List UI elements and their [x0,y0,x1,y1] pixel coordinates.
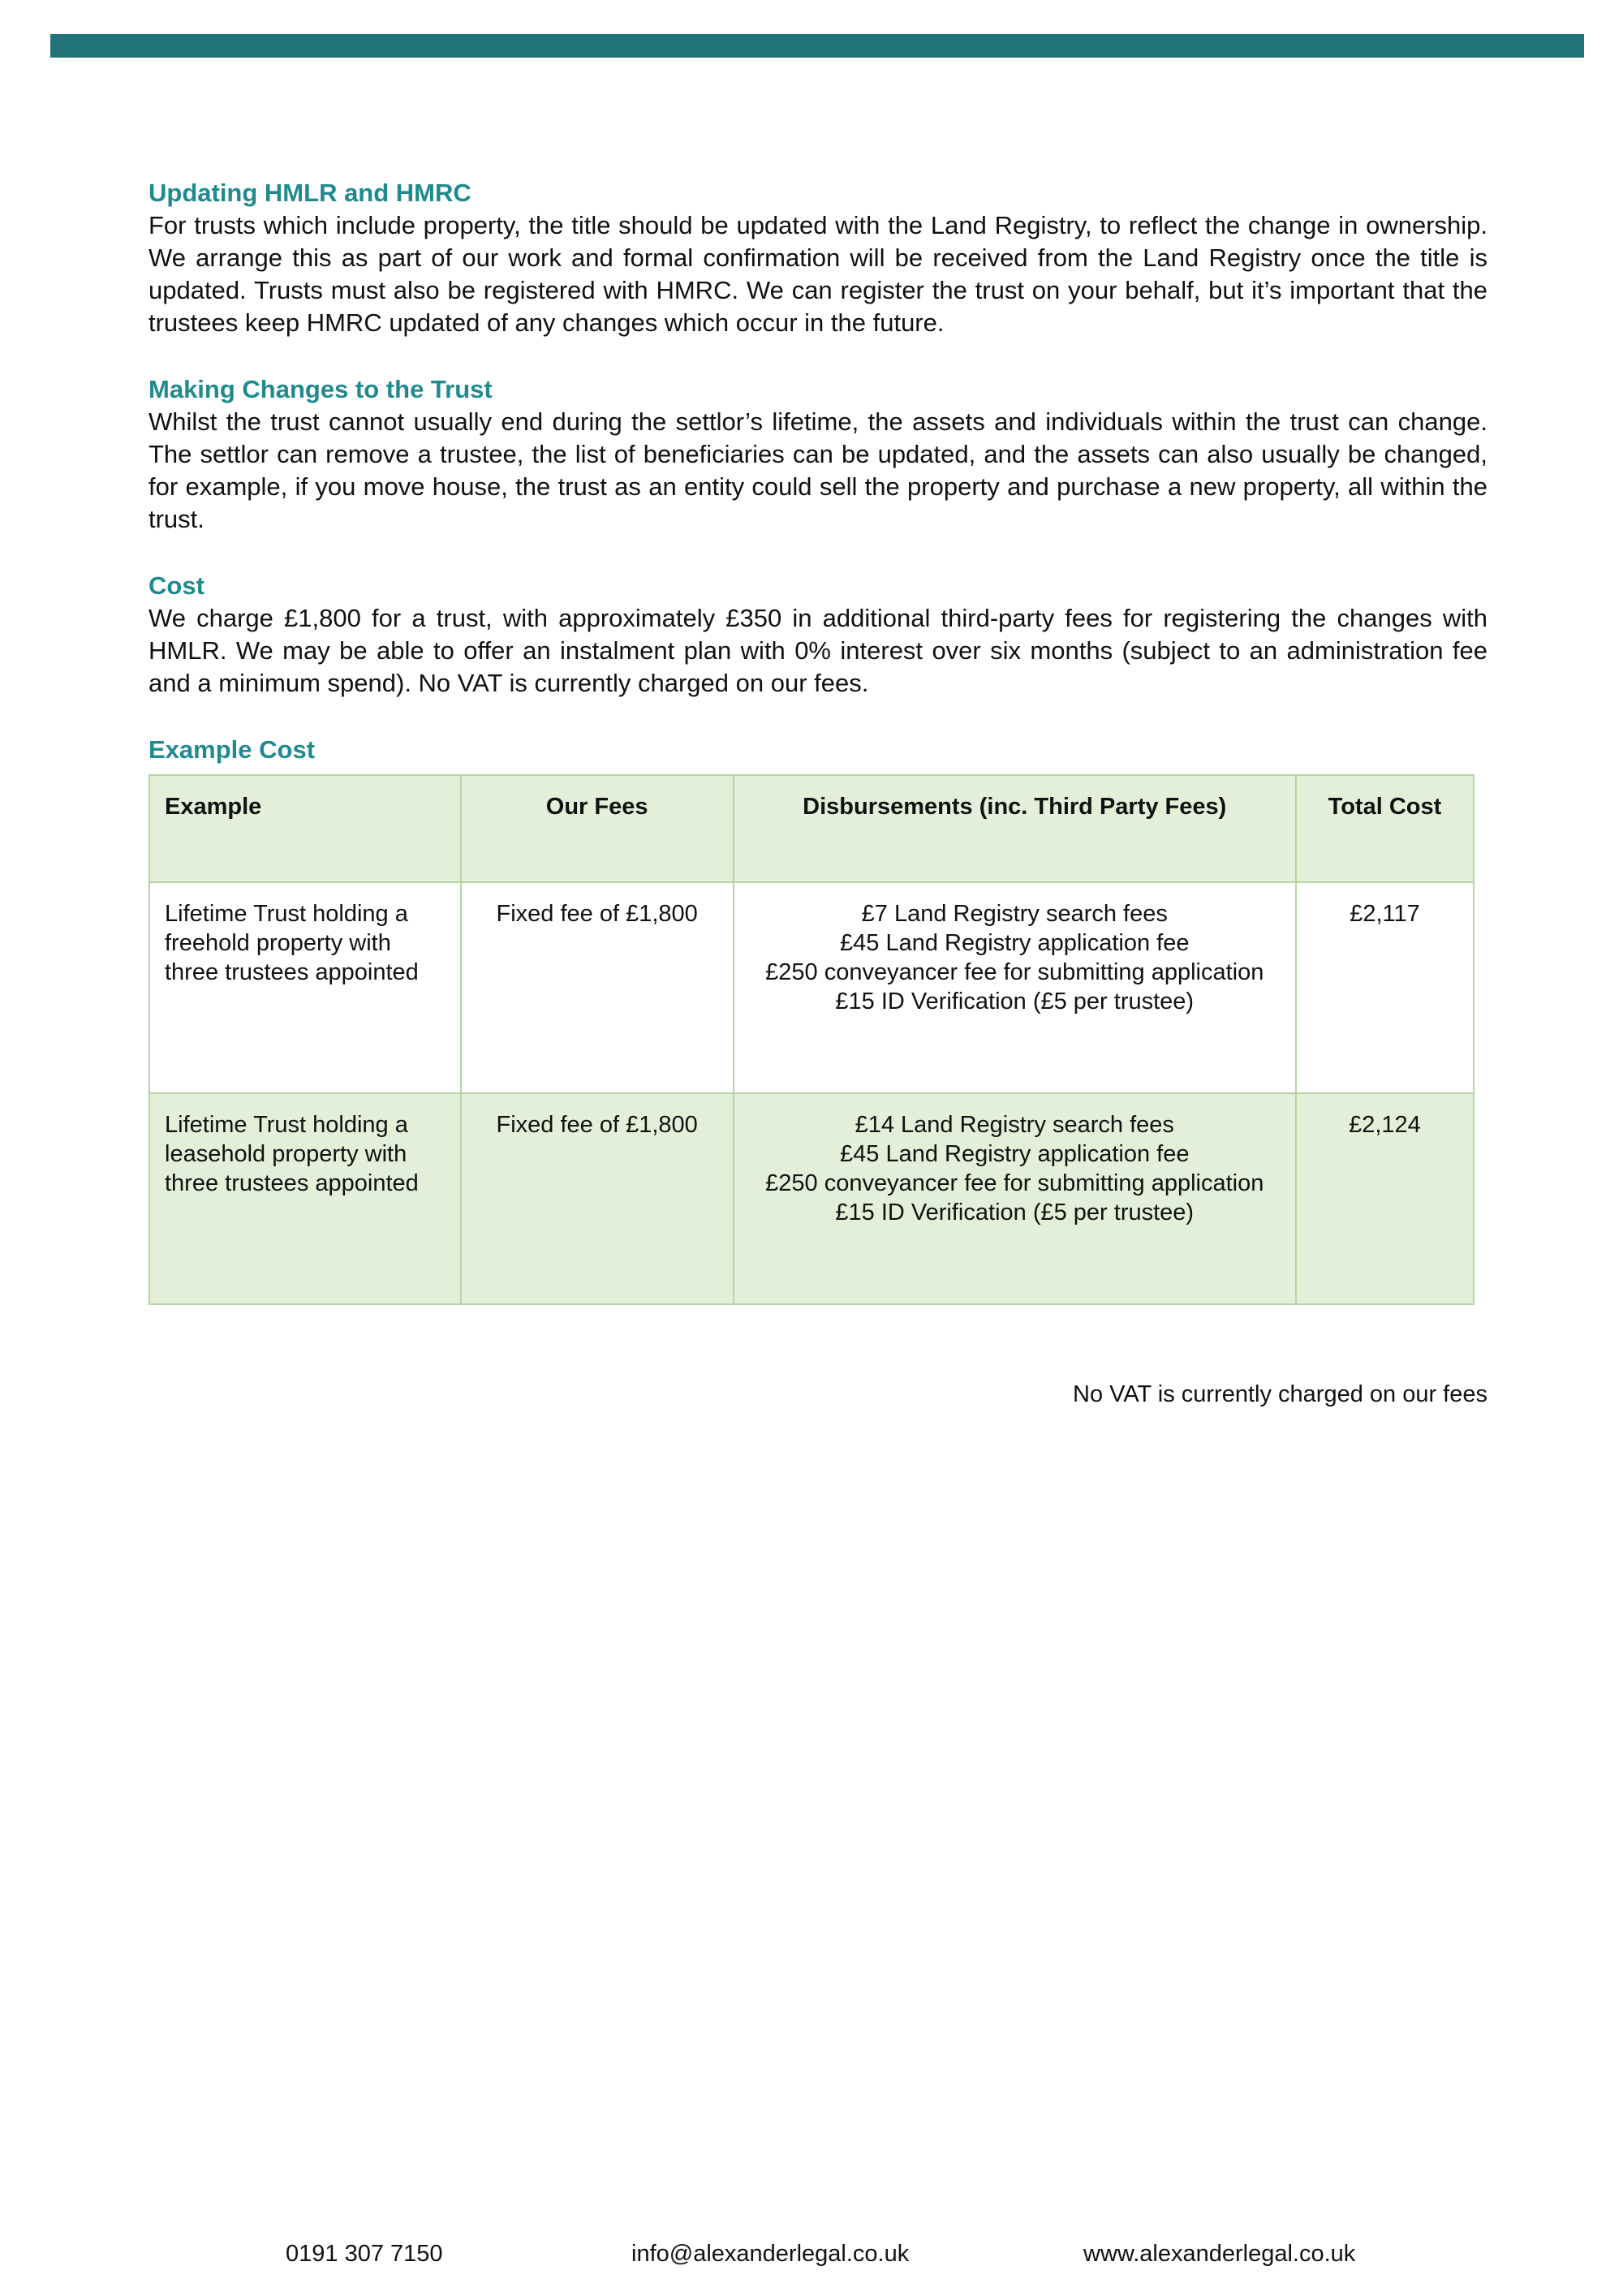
cost-table [149,774,1474,1305]
header-accent-bar [50,34,1584,58]
column-header-disbursements: Disbursements (inc. Third Party Fees) [734,775,1296,882]
cell-disbursements [734,882,1296,1093]
footer-email: info@alexanderlegal.co.uk [631,2241,910,2267]
table-row [149,882,1474,1093]
footer-phone: 0191 307 7150 [286,2241,443,2267]
disbursement-line: £45 Land Registry application fee [840,1141,1190,1167]
cell-example: Lifetime Trust holding a leasehold property with three trustees appointed [149,1093,461,1304]
table-header-row [149,775,1474,882]
footer-website: www.alexanderlegal.co.uk [1083,2241,1356,2267]
column-header-total-cost: Total Cost [1296,775,1474,882]
section-text: Whilst the trust cannot usually end during the settlor’s lifetime, the assets and individuals within the trust can change. The settlor can remove a trustee, the list of beneficiaries can be updated, and the assets can also usually be changed, for example, if you move house, the trust as an entity could sell the property and purchase a new property, all within the trust. [149,407,1487,533]
cell-our-fees: Fixed fee of £1,800 [461,882,734,1093]
disbursement-line: £15 ID Verification (£5 per trustee) [835,1200,1195,1226]
section-heading: Cost [149,571,204,600]
cell-our-fees: Fixed fee of £1,800 [461,1093,734,1304]
column-header-our-fees: Our Fees [461,775,734,882]
section-heading: Making Changes to the Trust [149,375,493,403]
cell-example: Lifetime Trust holding a freehold property with three trustees appointed [149,882,461,1093]
disbursement-line: £7 Land Registry search fees [861,901,1168,927]
section-making-changes [149,373,1487,536]
cell-disbursements [734,1093,1296,1304]
section-cost [149,570,1487,700]
disbursement-line: £250 conveyancer fee for submitting application [765,959,1264,985]
disbursement-line: £15 ID Verification (£5 per trustee) [835,989,1195,1014]
disbursement-line: £45 Land Registry application fee [840,930,1190,956]
document-body [149,177,1487,1305]
section-heading: Updating HMLR and HMRC [149,179,471,207]
section-text: We charge £1,800 for a trust, with approximately £350 in additional third-party fees for registering the changes with HMLR. We may be able to offer an instalment plan with 0% interest over six months (subject to an administration fee and a minimum spend). No VAT is currently charged on our fees. [149,604,1487,697]
section-text: For trusts which include property, the title should be updated with the Land Registry, to reflect the change in ownership. We arrange this as part of our work and formal confirmation will be received from the Land Registry once the title is updated. Trusts must also be registered with HMRC. We can register the trust on your behalf, but it’s important that the trustees keep HMRC updated of any changes which occur in the future. [149,211,1487,337]
cell-total-cost: £2,117 [1296,882,1474,1093]
column-header-example: Example [149,775,461,882]
table-row [149,1093,1474,1304]
cell-total-cost: £2,124 [1296,1093,1474,1304]
section-heading: Example Cost [149,735,316,764]
section-updating-hmlr [149,177,1487,339]
disbursement-line: £14 Land Registry search fees [855,1112,1174,1138]
disbursement-line: £250 conveyancer fee for submitting application [765,1170,1264,1196]
section-example-cost [149,734,1487,1305]
vat-note: No VAT is currently charged on our fees [1073,1381,1487,1407]
